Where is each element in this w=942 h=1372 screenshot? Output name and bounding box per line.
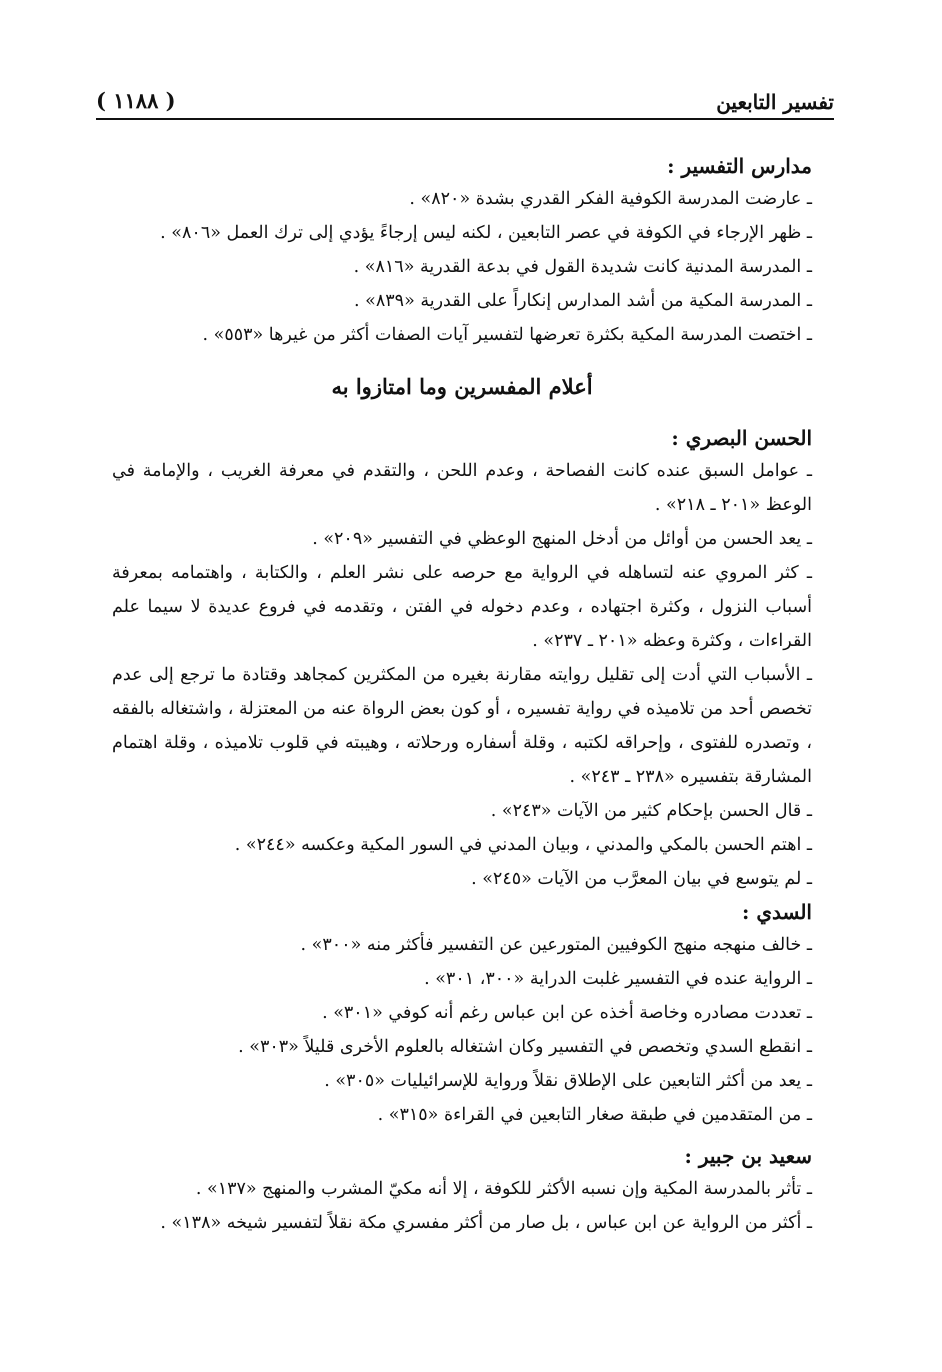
list-item: ـ الرواية عنده في التفسير غلبت الدراية «٣٠٠، ٣٠١» .	[424, 969, 812, 989]
list-item: ـ لم يتوسع في بيان المعرَّب من الآيات «٢٤٥» .	[471, 869, 812, 889]
section-suddi	[112, 896, 812, 1132]
list-item: ـ ظهر الإرجاء في الكوفة في عصر التابعين ، لكنه ليس إرجاءً يؤدي إلى ترك العمل «٨٠٦» .	[160, 223, 812, 243]
running-title: تفسير التابعين	[716, 90, 834, 114]
list-item: ـ يعد من أكثر التابعين على الإطلاق نقلاً ورواية للإسرائيليات «٣٠٥» .	[324, 1071, 812, 1091]
section-title: السدي :	[742, 900, 812, 924]
list-item: ـ تعددت مصادره وخاصة أخذه عن ابن عباس رغم أنه كوفي «٣٠١» .	[322, 1003, 812, 1023]
section-hasan-basri	[112, 422, 812, 896]
list-item: ـ الأسباب التي أدت إلى تقليل روايته مقارنة بغيره من المكثرين كمجاهد وقتادة ما ترجع إلى عدم تخصص أحد من تلاميذه في رواية تفسيره ، أو كون بعض الرواة عنه من المعتزلة ، واشتغاله بالفقه ، وتصدره للفتوى ، وإحراقه لكتبه ، وقلة أسفاره ورحلاته ، وهيبته في قلوب تلاميذه ، وقلة اهتمام المشارقة بتفسيره «٢٣٨ ـ ٢٤٣» .	[112, 665, 812, 787]
list-item: ـ كثر المروي عنه لتساهله في الرواية مع حرصه على نشر العلم ، والكتابة ، واهتمامه بمعرفة أسباب النزول ، وكثرة اجتهاده ، وعدم دخوله في الفتن ، وتقدمه في فروع عديدة لا سيما علم القراءات ، وكثرة وعظه «٢٠١ ـ ٢٣٧» .	[112, 563, 812, 651]
list-item: ـ أكثر من الرواية عن ابن عباس ، بل صار من أكثر مفسري مكة نقلاً لتفسير شيخه «١٣٨» .	[160, 1213, 812, 1233]
list-item: ـ خالف منهجه منهج الكوفيين المتورعين عن التفسير فأكثر منه «٣٠٠» .	[300, 935, 812, 955]
page-number: ( ١١٨٨ )	[96, 88, 176, 113]
list-item: ـ عوامل السبق عنده كانت الفصاحة ، وعدم اللحن ، والتقدم في معرفة الغريب ، والإمامة في الوعظ «٢٠١ ـ ٢١٨» .	[112, 461, 812, 515]
section-title: مدارس التفسير :	[667, 154, 812, 178]
list-item: ـ يعد الحسن من أوائل من أدخل المنهج الوعظي في التفسير «٢٠٩» .	[312, 529, 812, 549]
section-title: الحسن البصري :	[671, 426, 812, 450]
list-item: ـ المدرسة المكية من أشد المدارس إنكاراً على القدرية «٨٣٩» .	[354, 291, 812, 311]
page-header	[96, 88, 834, 120]
list-item: ـ انقطع السدي وتخصص في التفسير وكان اشتغاله بالعلوم الأخرى قليلاً «٣٠٣» .	[238, 1037, 812, 1057]
section-title: سعيد بن جبير :	[684, 1144, 812, 1168]
section-said-ibn-jubayr	[112, 1140, 812, 1240]
list-item: ـ اختصت المدرسة المكية بكثرة تعرضها لتفسير آيات الصفات أكثر من غيرها «٥٥٣» .	[202, 325, 812, 345]
list-item: ـ تأثر بالمدرسة المكية وإن نسبه الأكثر للكوفة ، إلا أنه مكيّ المشرب والمنهج «١٣٧» .	[195, 1179, 812, 1199]
list-item: ـ المدرسة المدنية كانت شديدة القول في بدعة القدرية «٨١٦» .	[353, 257, 812, 277]
page-content	[112, 150, 812, 1240]
spacer	[112, 1132, 812, 1140]
list-item: ـ عارضت المدرسة الكوفية الفكر القدري بشدة «٨٢٠» .	[409, 189, 812, 209]
list-item: ـ قال الحسن بإحكام كثير من الآيات «٢٤٣» .	[490, 801, 812, 821]
list-item: ـ من المتقدمين في طبقة صغار التابعين في القراءة «٣١٥» .	[377, 1105, 812, 1125]
list-item: ـ اهتم الحسن بالمكي والمدني ، وبيان المدني في السور المكية وعكسه «٢٤٤» .	[234, 835, 812, 855]
section-tafsir-schools	[112, 150, 812, 352]
main-heading: أعلام المفسرين وما امتازوا به	[331, 374, 593, 399]
